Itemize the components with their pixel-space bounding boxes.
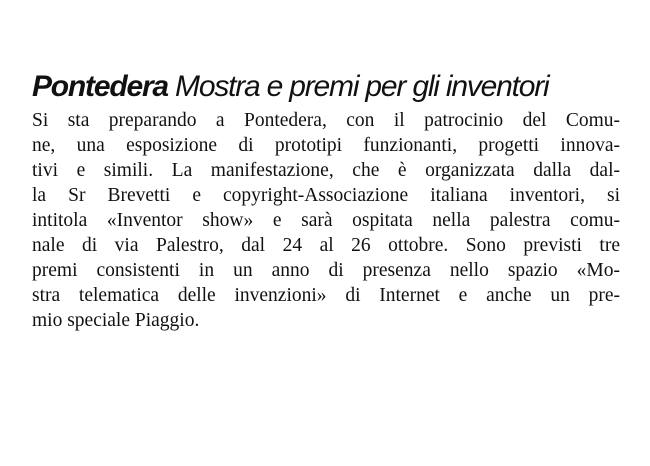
newspaper-clipping bbox=[30, 70, 620, 333]
body-line: la Sr Brevetti e copyright-Associazione italiana inventori, si bbox=[32, 185, 620, 206]
headline-place: Pontedera bbox=[32, 70, 168, 103]
article-body bbox=[32, 108, 620, 333]
headline-title: Mostra e premi per gli inventori bbox=[175, 70, 549, 103]
body-line: premi consistenti in un anno di presenza nello spazio «Mo- bbox=[32, 260, 620, 281]
body-line: ne, una esposizione di prototipi funzionanti, progetti innova- bbox=[32, 135, 620, 156]
body-line: tivi e simili. La manifestazione, che è organizzata dalla dal- bbox=[32, 160, 620, 181]
headline bbox=[32, 70, 620, 104]
body-line: Si sta preparando a Pontedera, con il patrocinio del Comu- bbox=[32, 110, 620, 131]
body-line: intitola «Inventor show» e sarà ospitata nella palestra comu- bbox=[32, 210, 620, 231]
body-line: stra telematica delle invenzioni» di Internet e anche un pre- bbox=[32, 285, 620, 306]
body-line: nale di via Palestro, dal 24 al 26 ottobre. Sono previsti tre bbox=[32, 235, 620, 256]
body-line: mio speciale Piaggio. bbox=[32, 310, 200, 331]
